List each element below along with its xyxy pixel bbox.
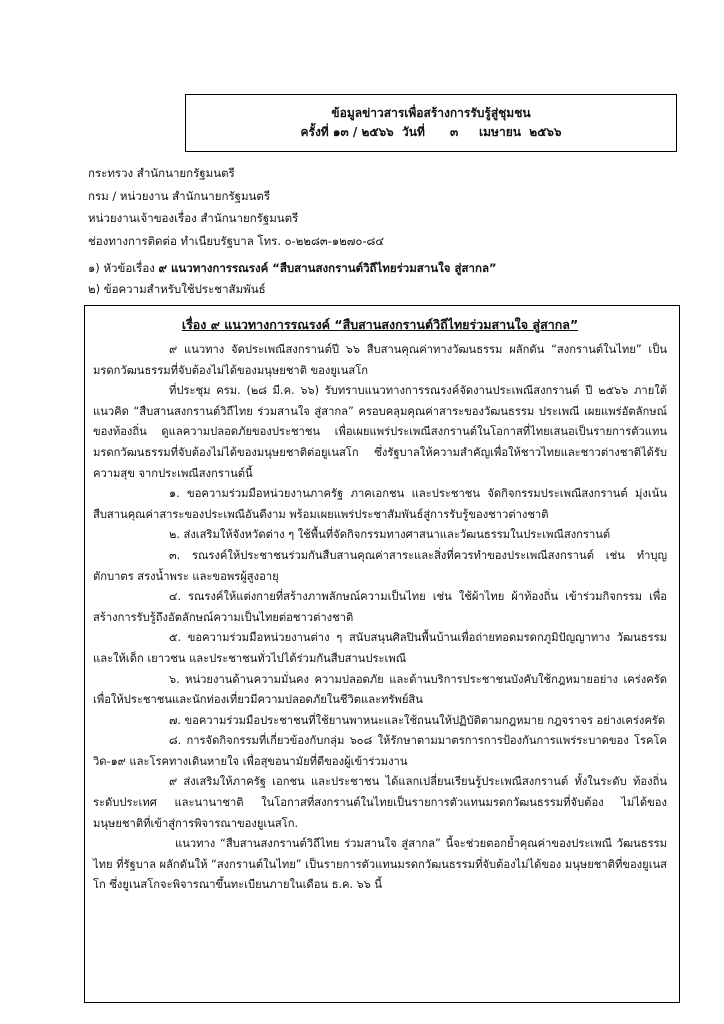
topic-item-2: ๒) ข้อความสำหรับใช้ประชาสัมพันธ์ bbox=[88, 282, 266, 296]
paragraph bbox=[93, 340, 667, 381]
header-box bbox=[185, 94, 677, 152]
paragraph bbox=[93, 484, 667, 525]
topic-item-1-title: ๙ แนวทางการรณรงค์ “สืบสานสงกรานต์วิถีไทยร่วมสานใจ สู่สากล” bbox=[158, 261, 497, 275]
paragraph-text: ๗. ขอความร่วมมือประชาชนที่ใช้ยานพาหนะและใช้ถนนให้ปฏิบัติตามกฎหมาย กฎจราจร อย่างเคร่งครัด bbox=[169, 713, 666, 727]
paragraph-text: ๕. ขอความร่วมมือหน่วยงานต่าง ๆ สนับสนุนศิลปินพื้นบ้านเพื่อถ่ายทอดมรดกภูมิปัญญาทาง วัฒนธรรม และให้เด็ก เยาวชน และประชาชนทั่วไปได้ร่วมกันสืบสานประเพณี bbox=[93, 631, 667, 665]
paragraph-text: ๙ แนวทาง จัดประเพณีสงกรานต์ปี ๖๖ สืบสานคุณค่าทางวัฒนธรรม ผลักดัน “สงกรานต์ในไทย” เป็นมรดกวัฒนธรรมที่จับต้องไม่ได้ของมนุษยชาติ ของยูเนสโก bbox=[93, 343, 667, 377]
content-title: เรื่อง ๙ แนวทางการรณรงค์ “สืบสานสงกรานต์วิถีไทยร่วมสานใจ สู่สากล” bbox=[181, 317, 579, 332]
paragraph bbox=[93, 772, 667, 834]
paragraph-text: ๖. หน่วยงานด้านความมั่นคง ความปลอดภัย และด้านบริการประชาชนบังคับใช้กฎหมายอย่าง เคร่งครัด เพื่อให้ประชาชนและนักท่องเที่ยวมีความปลอดภัยในชีวิตและทรัพย์สิน bbox=[93, 672, 667, 707]
topics-section bbox=[88, 258, 497, 300]
paragraph-text: ๔. รณรงค์ให้แต่งกายที่สร้างภาพลักษณ์ความเป็นไทย เช่น ใช้ผ้าไทย ผ้าท้องถิ่น เข้าร่วมกิจกรรม เพื่อสร้างการรับรู้ถึงอัตลักษณ์ความเป็นไทยต่อชาวต่างชาติ bbox=[93, 590, 667, 624]
meta-section bbox=[88, 162, 384, 252]
paragraph bbox=[93, 587, 667, 628]
paragraph-text: ๘. การจัดกิจกรรมที่เกี่ยวข้องกับกลุ่ม ๖๐๘ ให้รักษาตามมาตรการการป้องกันการแพร่ระบาดของ โรคโควิด-๑๙ และโรคทางเดินหายใจ เพื่อสุขอนามัยที่ดีของผู้เข้าร่วมงาน bbox=[93, 734, 667, 768]
paragraph-text: ๓. รณรงค์ให้ประชาชนร่วมกันสืบสานคุณค่าสาระและสิ่งที่ควรทำของประเพณีสงกรานต์ เช่น ทำบุญตักบาตร สรงน้ำพระ และขอพรผู้สูงอายุ bbox=[93, 548, 667, 583]
paragraph bbox=[93, 834, 667, 896]
paragraph-text: ๒. ส่งเสริมให้จังหวัดต่าง ๆ ใช้พื้นที่จัดกิจกรรมทางศาสนาและวัฒนธรรมในประเพณีสงกรานต์ bbox=[169, 528, 611, 542]
paragraph bbox=[93, 525, 667, 546]
meta-department: กรม / หน่วยงาน สำนักนายกรัฐมนตรี bbox=[88, 188, 271, 203]
paragraph bbox=[93, 628, 667, 669]
header-title: ข้อมูลข่าวสารเพื่อสร้างการรับรู้สู่ชุมชน bbox=[331, 106, 531, 120]
paragraph bbox=[93, 546, 667, 587]
meta-contact: ช่องทางการติดต่อ ทำเนียบรัฐบาล โทร. ๐-๒๒๘๓-๑๒๗๐-๘๔ bbox=[88, 233, 385, 248]
header-issue-date: ครั้งที่ ๑๓ / ๒๕๖๖ วันที่ ๓ เมษายน ๒๕๖๖ bbox=[300, 125, 562, 139]
paragraph-text: ที่ประชุม ครม. (๒๘ มี.ค. ๖๖) รับทราบแนวทางการรณรงค์จัดงานประเพณีสงกรานต์ ปี ๒๕๖๖ ภายใต้แนวคิด “สืบสานสงกรานต์วิถีไทย ร่วมสานใจ สู่สากล” ครอบคลุมคุณค่าสาระของวัฒนธรรม ประเพณี เผยแพร่อัตลักษณ์ของท้องถิ่น ดูแลความปลอดภัยของประชาชน เพื่อเผยแพร่ประเพณีสงกรานต์ในโอกาสที่ไทยเสนอเป็นรายการตัวแทนมรดกวัฒนธรรมที่จับต้องไม่ได้ของมนุษยชาติต่อยูเนสโก ซึ่งรัฐบาลให้ความสำคัญเพื่อให้ชาวไทยและชาวต่างชาติได้รับความสุข จากประเพณีสงกรานต์นี้ bbox=[93, 384, 667, 480]
paragraph bbox=[93, 670, 667, 711]
paragraph-text: ๑. ขอความร่วมมือหน่วยงานภาครัฐ ภาคเอกชน และประชาชน จัดกิจกรรมประเพณีสงกรานต์ มุ่งเน้นสืบสานคุณค่าสาระของประเพณีอันดีงาม พร้อมเผยแพร่ประชาสัมพันธ์สู่การรับรู้ของชาวต่างชาติ bbox=[93, 487, 667, 521]
paragraph-text: ๙ ส่งเสริมให้ภาครัฐ เอกชน และประชาชน ได้แลกเปลี่ยนเรียนรู้ประเพณีสงกรานต์ ทั้งในระดับ ท้องถิ่น ระดับประเทศ และนานาชาติ ในโอกาสที่สงกรานต์ในไทยเป็นรายการตัวแทนมรดกวัฒนธรรมที่จับต้อง ไม่ได้ของมนุษยชาติที่เข้าสู่การพิจารณาของยูเนสโก. bbox=[93, 775, 667, 830]
topic-item-1 bbox=[88, 258, 497, 279]
paragraph-text: แนวทาง “สืบสานสงกรานต์วิถีไทย ร่วมสานใจ สู่สากล” นี้จะช่วยตอกย้ำคุณค่าของประเพณี วัฒนธรรมไทย ที่รัฐบาล ผลักดันให้ “สงกรานต์ในไทย” เป็นรายการตัวแทนมรดกวัฒนธรรมที่จับต้องไม่ได้ของ มนุษยชาติที่ของยูเนสโก ซึ่งยูเนสโกจะพิจารณาขึ้นทะเบียนภายในเดือน ธ.ค. ๖๖ นี้ bbox=[93, 837, 667, 892]
paragraph bbox=[93, 731, 667, 772]
content-box bbox=[84, 305, 680, 1003]
topic-item-1-prefix: ๑) หัวข้อเรื่อง bbox=[88, 261, 159, 275]
meta-ministry: กระทรวง สำนักนายกรัฐมนตรี bbox=[88, 166, 235, 180]
meta-owner: หน่วยงานเจ้าของเรื่อง สำนักนายกรัฐมนตรี bbox=[88, 211, 299, 225]
paragraph bbox=[93, 711, 667, 732]
paragraph bbox=[93, 381, 667, 484]
